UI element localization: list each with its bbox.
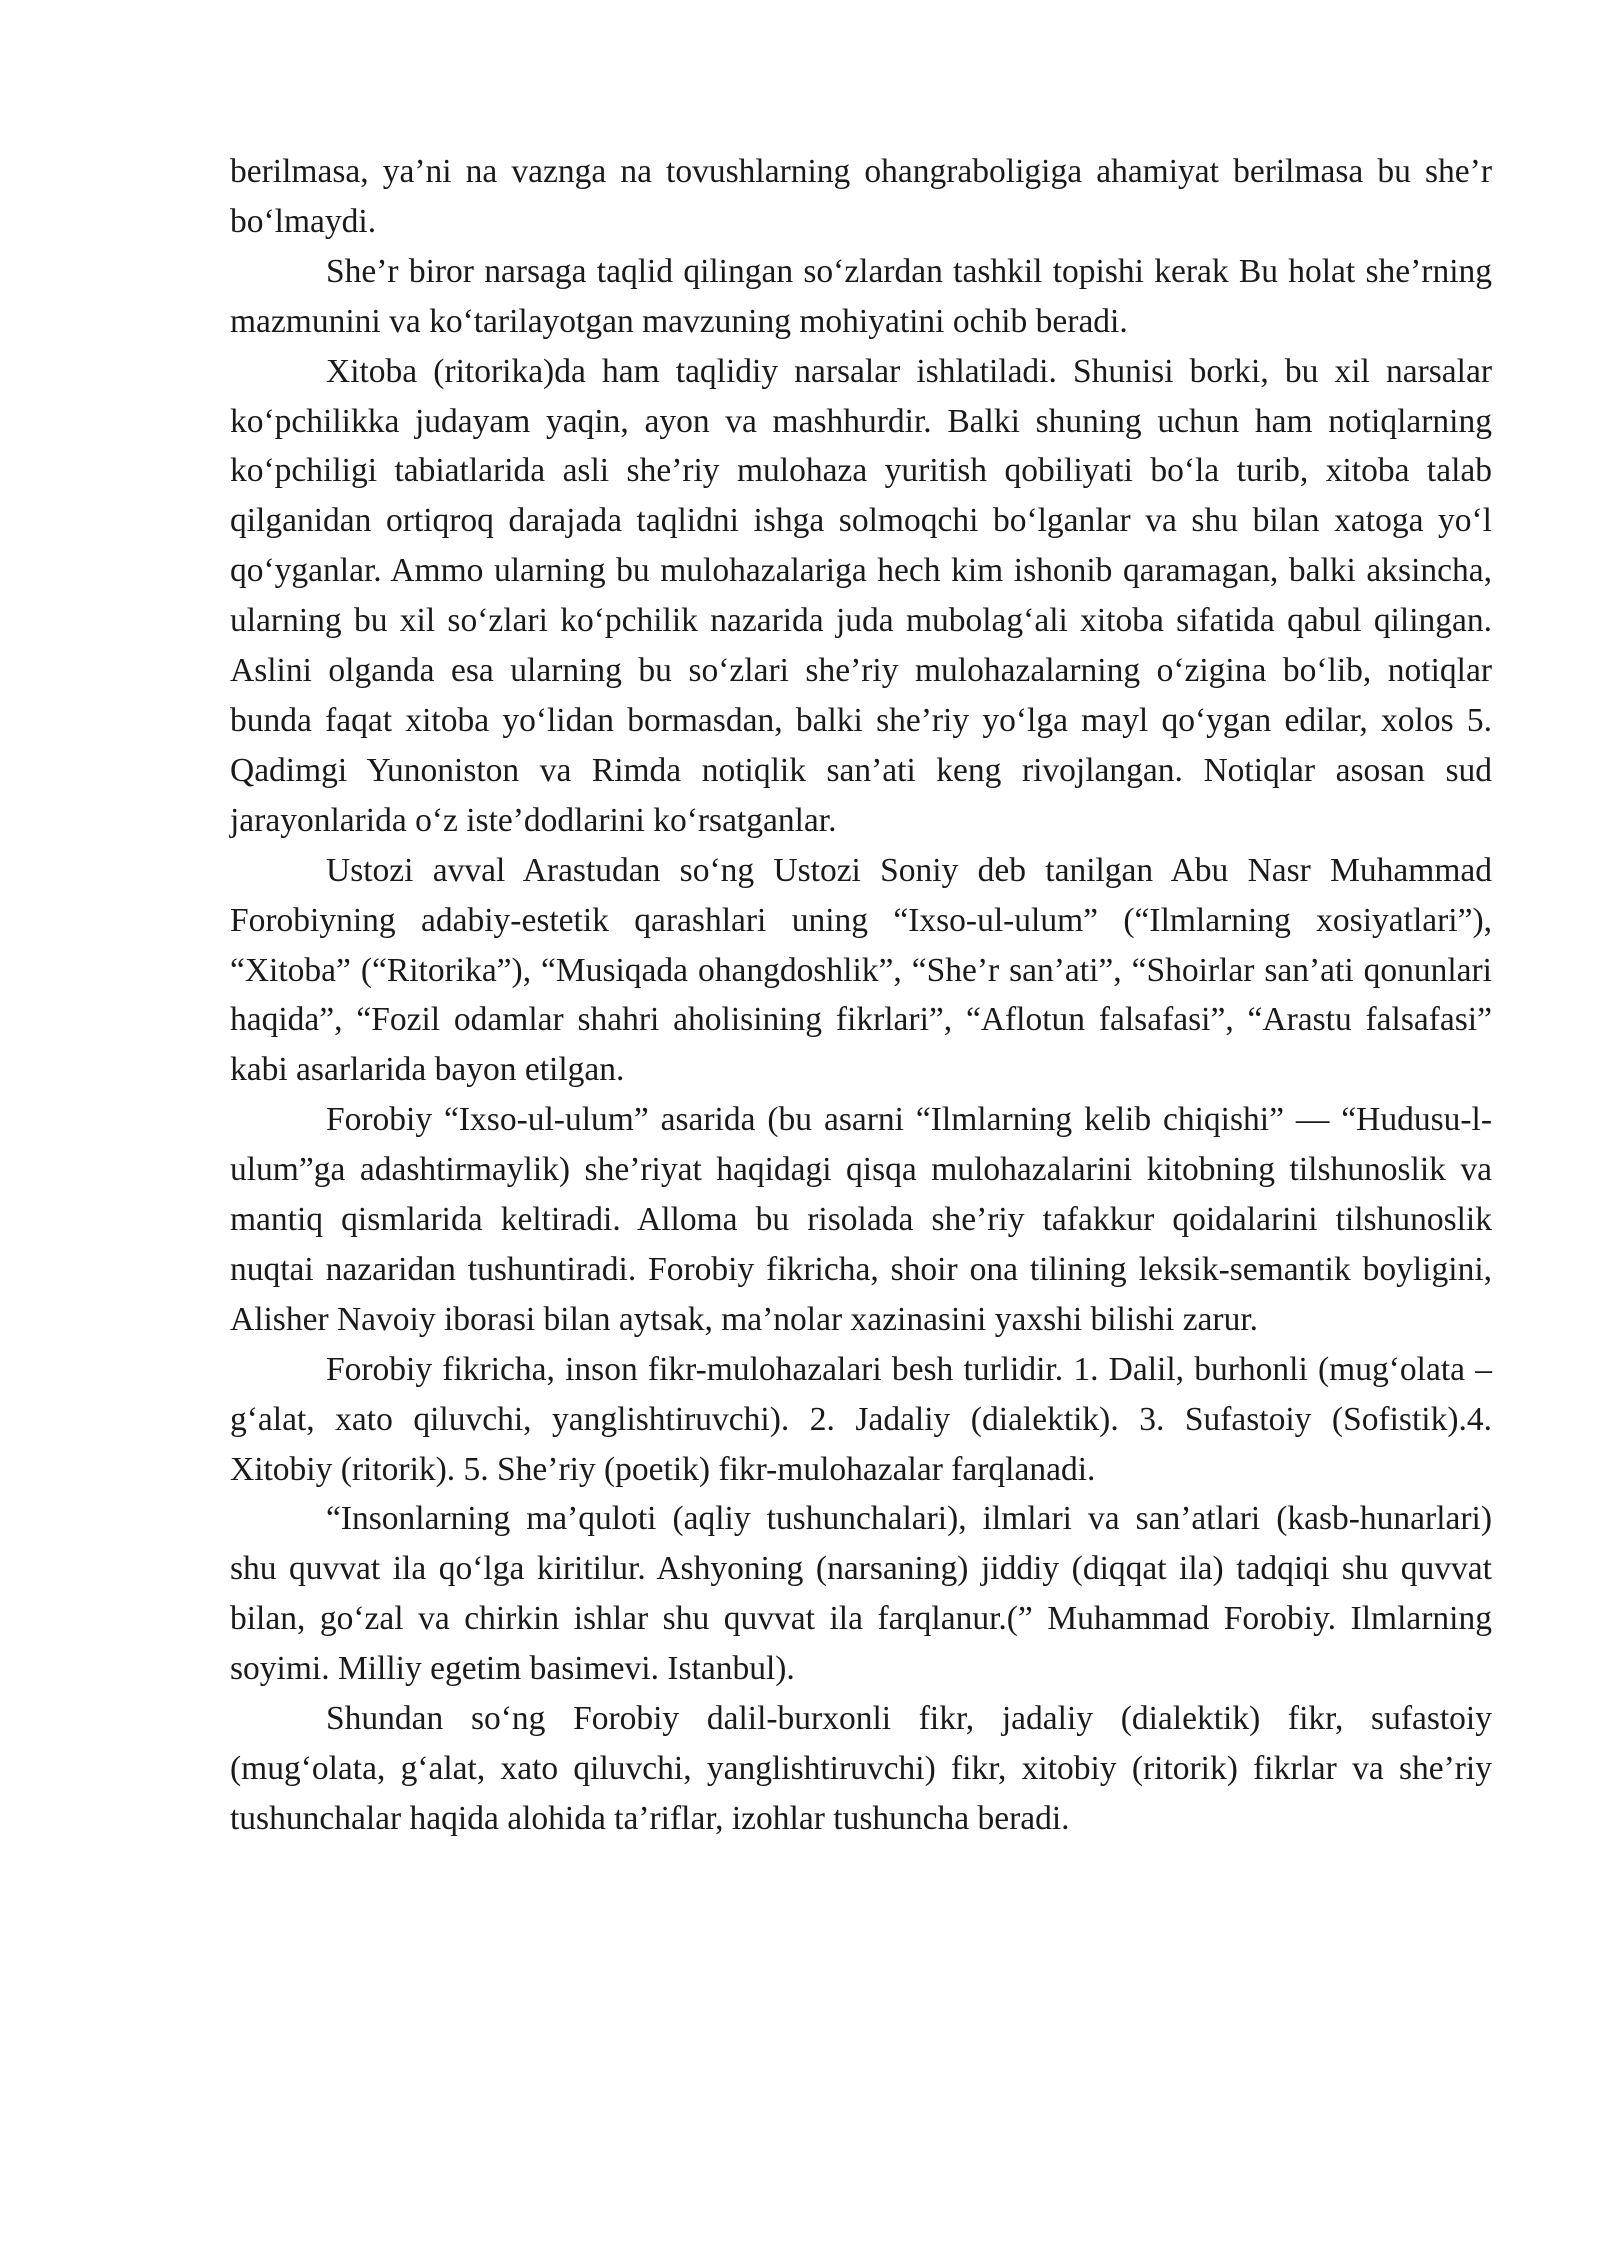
paragraph-ixso-ul-ulum: Forobiy “Ixso-ul-ulum” asarida (bu asarni “Ilmlarning kelib chiqishi” — “Hudusu-l-ulum”ga adashtirmaylik) she’riyat haqidagi qisqa mulohazalarini kitobning tilshunoslik va mantiq qismlarida keltiradi. Alloma bu risolada she’riy tafakkur qoidalarini tilshunoslik nuqtai nazaridan tushuntiradi. Forobiy fikricha, shoir ona tilining leksik-semantik boyligini, Alisher Navoiy iborasi bilan aytsak, ma’nolar xazinasini yaxshi bilishi zarur. [230,1101,1492,1338]
paragraph-conclusion: Shundan so‘ng Forobiy dalil-burxonli fikr, jadaliy (dialektik) fikr, sufastoiy (mug‘olata, g‘alat, xato qiluvchi, yanglishtiruvchi) fikr, xitobiy (ritorik) fikrlar va she’riy tushunchalar haqida alohida ta’riflar, izohlar tushuncha beradi. [230,1700,1492,1837]
paragraph-ustozi-avval: Ustozi avval Arastudan so‘ng Ustozi Soniy deb tanilgan Abu Nasr Muhammad Forobiyning adabiy-estetik qarashlari uning “Ixso-ul-ulum” (“Ilmlarning xosiyatlari”), “Xitoba” (“Ritorika”), “Musiqada ohangdoshlik”, “She’r san’ati”, “Shoirlar san’ati qonunlari haqida”, “Fozil odamlar shahri aholisining fikrlari”, “Aflotun falsafasi”, “Arastu falsafasi” kabi asarlarida bayon etilgan. [230,851,1492,1089]
paragraph-sher-taqlid: She’r biror narsaga taqlid qilingan so‘zlardan tashkil topishi kerak Bu holat she’rning mazmunini va ko‘tarilayotgan mavzuning mohiyatini ochib beradi. [230,252,1492,340]
paragraph-continuation: berilmasa, ya’ni na vaznga na tovushlarning ohangraboligiga ahamiyat berilmasa bu she’r bo‘lmaydi. [230,153,1492,240]
document-body [230,147,1492,1844]
paragraph-xitoba: Xitoba (ritorika)da ham taqlidiy narsalar ishlatiladi. Shunisi borki, bu xil narsalar ko‘pchilikka judayam yaqin, ayon va mashhurdir. Balki shuning uchun ham notiqlarning ko‘pchiligi tabiatlarida asli she’riy mulohaza yuritish qobiliyati bo‘la turib, xitoba talab qilganidan ortiqroq darajada taqlidni ishga solmoqchi bo‘lganlar va shu bilan xatoga yo‘l qo‘yganlar. Ammo ularning bu mulohazalariga hech kim ishonib qaramagan, balki aksincha, ularning bu xil so‘zlari ko‘pchilik nazarida juda mubolag‘ali xitoba sifatida qabul qilingan. Aslini olganda esa ularning bu so‘zlari she’riy mulohazalarning o‘zigina bo‘lib, notiqlar bunda faqat xitoba yo‘lidan bormasdan, balki she’riy yo‘lga mayl qo‘ygan edilar, xolos 5. Qadimgi Yunoniston va Rimda notiqlik san’ati keng rivojlangan. Notiqlar asosan sud jarayonlarida o‘z iste’dodlarini ko‘rsatganlar. [230,352,1492,839]
paragraph-fikr-mulohazalar: Forobiy fikricha, inson fikr-mulohazalari besh turlidir. 1. Dalil, burhonli (mug‘olata – g‘alat, xato qiluvchi, yanglishtiruvchi). 2. Jadaliy (dialektik). 3. Sufastoiy (Sofistik).4. Xitobiy (ritorik). 5. She’riy (poetik) fikr-mulohazalar farqlanadi. [230,1350,1492,1488]
paragraph-quote: “Insonlarning ma’quloti (aqliy tushunchalari), ilmlari va san’atlari (kasb-hunarlari) shu quvvat ila qo‘lga kiritilur. Ashyoning (narsaning) jiddiy (diqqat ila) tadqiqi shu quvvat bilan, go‘zal va chirkin ishlar shu quvvat ila farqlanur.(” Muhammad Forobiy. Ilmlarning soyimi. Milliy egetim basimevi. Istanbul). [230,1500,1492,1688]
